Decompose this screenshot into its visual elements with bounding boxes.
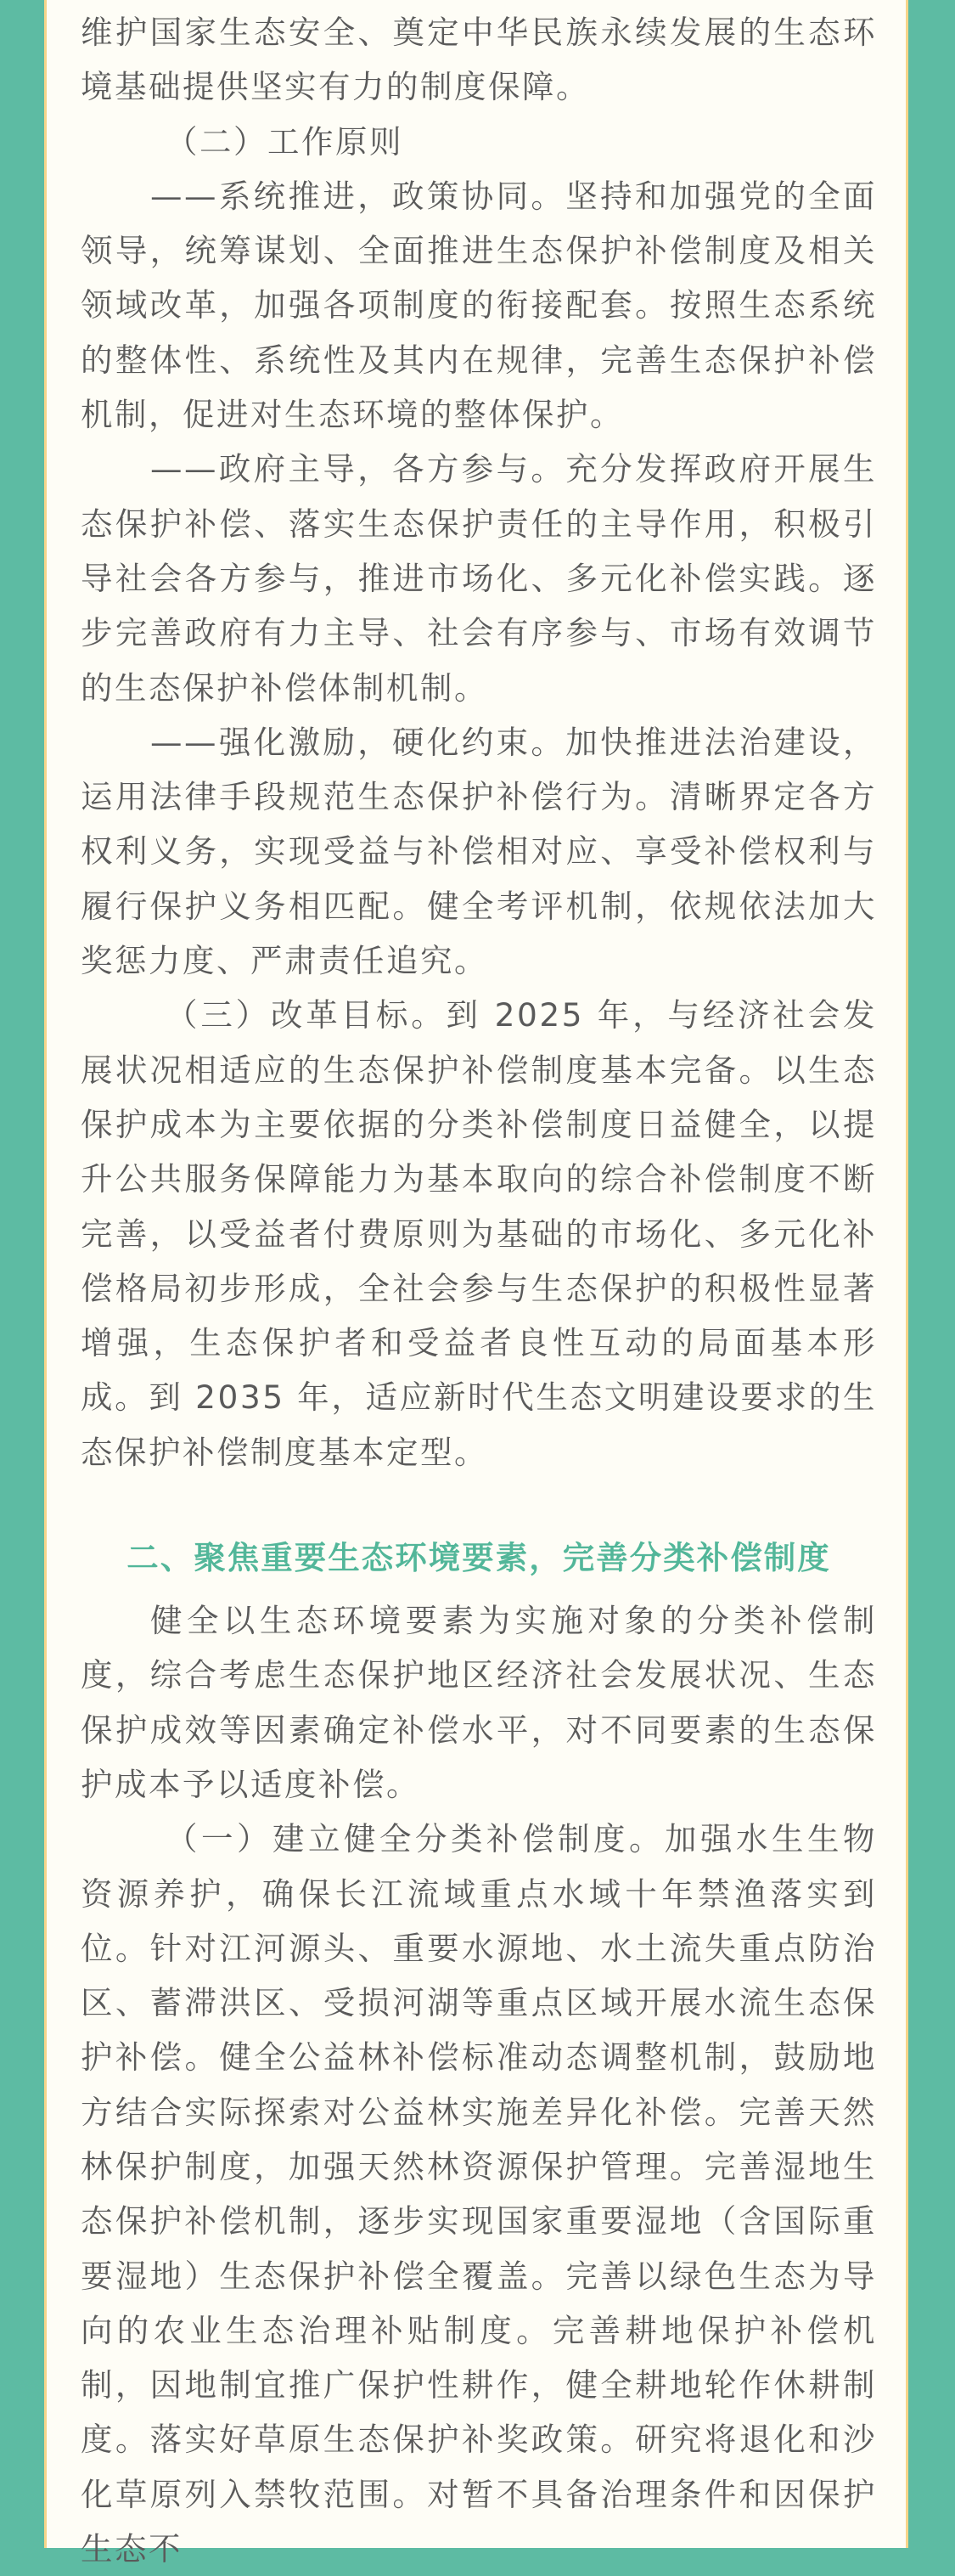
paragraph-classified-compensation: （一）建立健全分类补偿制度。加强水生生物资源养护，确保长江流域重点水域十年禁渔落实到位。针对江河源头、重要水源地、水土流失重点防治区、蓄滞洪区、受损河湖等重点区域开展水流生态保护补偿。健全公益林补偿标准动态调整机制，鼓励地方结合实际探索对公益林实施差异化补偿。完善天然林保护制度，加强天然林资源保护管理。完善湿地生态保护补偿机制，逐步实现国家重要湿地（含国际重要湿地）生态保护补偿全覆盖。完善以绿色生态为导向的农业生态治理补贴制度。完善耕地保护补偿机制，因地制宜推广保护性耕作，健全耕地轮作休耕制度。落实好草原生态保护补奖政策。研究将退化和沙化草原列入禁牧范围。对暂不具备治理条件和因保护生态不 [81, 1820, 877, 2568]
document-body [81, 5, 877, 2576]
subheading-work-principles: （二）工作原则 [166, 122, 403, 161]
paragraph-principle-government-led: ——政府主导，各方参与。充分发挥政府开展生态保护补偿、落实生态保护责任的主导作用，积极引导社会各方参与，推进市场化、多元化补偿实践。逐步完善政府有力主导、社会有序参与、市场有效调节的生态保护补偿体制机制。 [81, 450, 877, 707]
paragraph-intro-continuation: 维护国家生态安全、奠定中华民族永续发展的生态环境基础提供坚实有力的制度保障。 [81, 14, 877, 106]
paragraph-principle-systematic: ——系统推进，政策协同。坚持和加强党的全面领导，统筹谋划、全面推进生态保护补偿制度及相关领域改革，加强各项制度的衔接配套。按照生态系统的整体性、系统性及其内在规律，完善生态保护补偿机制，促进对生态环境的整体保护。 [81, 177, 877, 434]
paragraph-reform-goals: （三）改革目标。到 2025 年，与经济社会发展状况相适应的生态保护补偿制度基本完备。以生态保护成本为主要依据的分类补偿制度日益健全，以提升公共服务保障能力为基本取向的综合补偿制度不断完善，以受益者付费原则为基础的市场化、多元化补偿格局初步形成，全社会参与生态保护的积极性显著增强，生态保护者和受益者良性互动的局面基本形成。到 2035 年，适应新时代生态文明建设要求的生态保护补偿制度基本定型。 [81, 996, 877, 1471]
document-card [44, 0, 908, 2568]
paragraph-section-intro: 健全以生态环境要素为实施对象的分类补偿制度，综合考虑生态保护地区经济社会发展状况、生态保护成效等因素确定补偿水平，对不同要素的生态保护成本予以适度补偿。 [81, 1602, 877, 1803]
paragraph-principle-incentives: ——强化激励，硬化约束。加快推进法治建设，运用法律手段规范生态保护补偿行为。清晰界定各方权利义务，实现受益与补偿相对应、享受补偿权利与履行保护义务相匹配。健全考评机制，依规依法加大奖惩力度、严肃责任追究。 [81, 723, 877, 980]
section-title: 二、聚焦重要生态环境要素，完善分类补偿制度 [126, 1539, 831, 1577]
